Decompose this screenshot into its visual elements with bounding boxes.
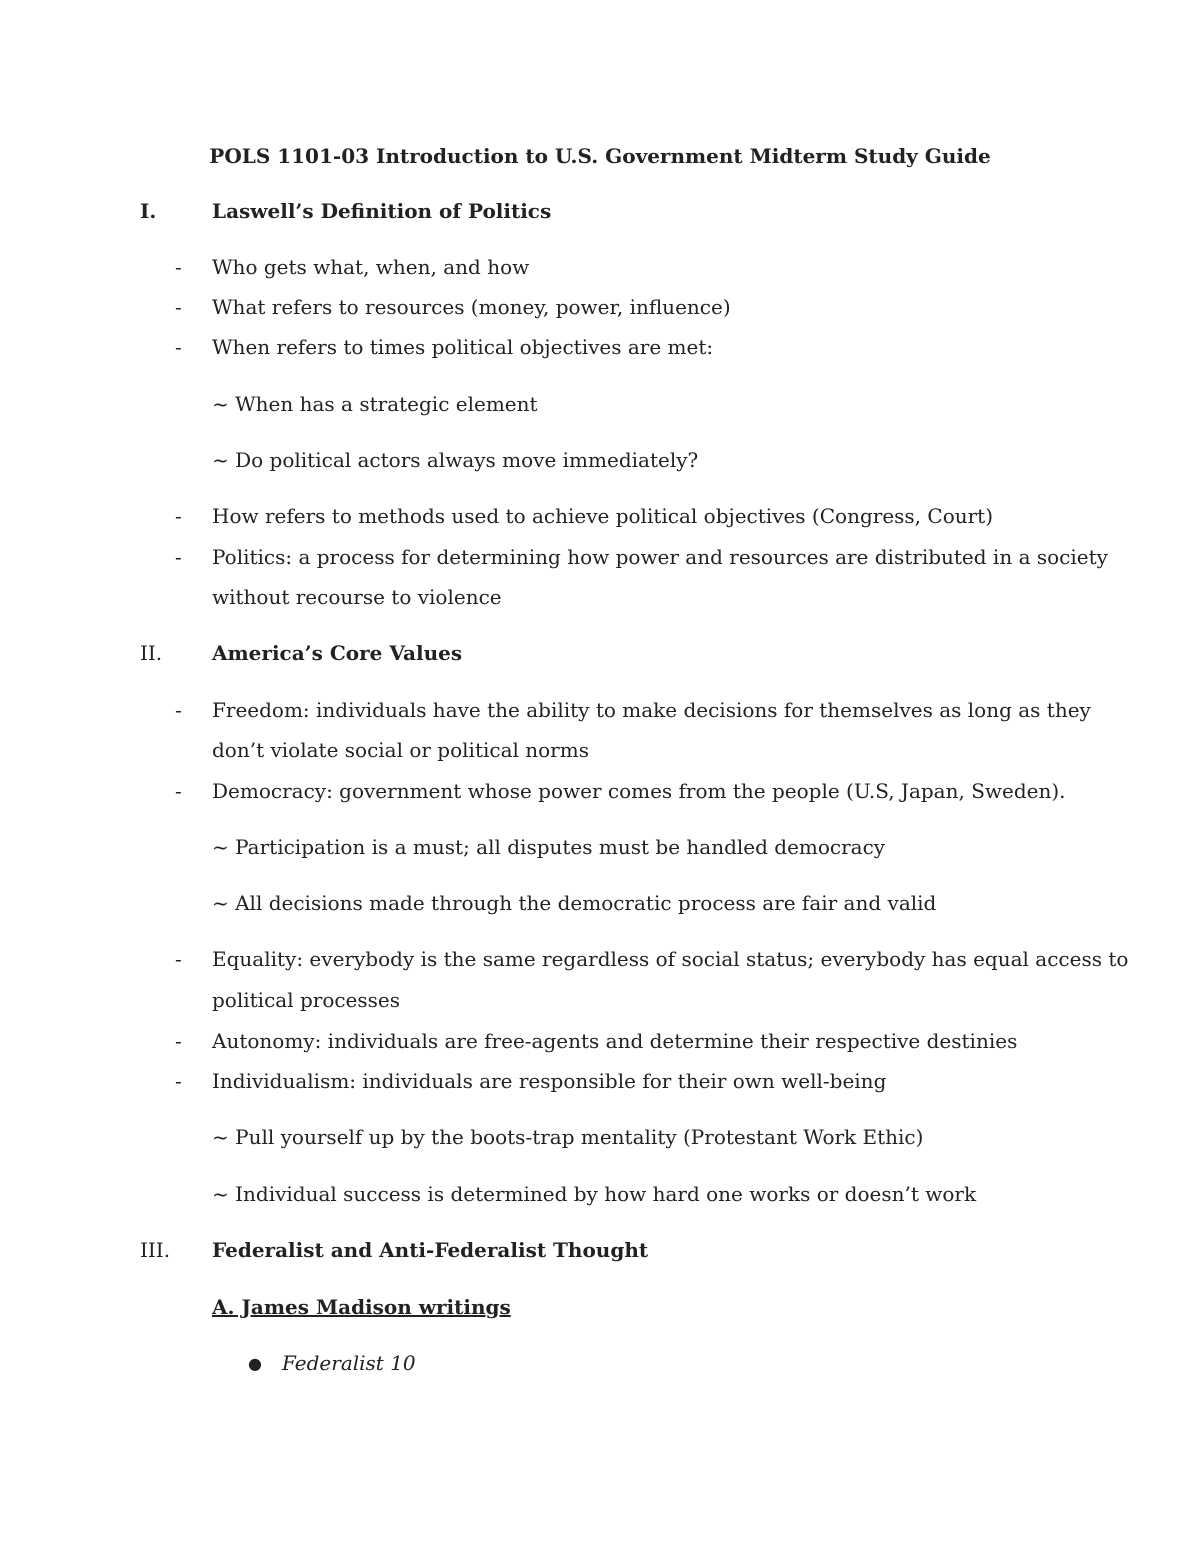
sub-item: ~ Participation is a must; all disputes must be handled democracy	[212, 835, 886, 859]
list-item: When refers to times political objectives are met:	[212, 335, 714, 359]
page-title: POLS 1101-03 Introduction to U.S. Government Midterm Study Guide	[209, 144, 991, 168]
sub-item: ~ Individual success is determined by how hard one works or doesn’t work	[212, 1182, 977, 1206]
list-item: Equality: everybody is the same regardless of social status; everybody has equal access to	[212, 947, 1129, 971]
subsection-heading: A. James Madison writings	[212, 1295, 511, 1319]
section-numeral: II.	[140, 641, 163, 665]
list-dash: -	[175, 1029, 182, 1053]
list-item: Autonomy: individuals are free-agents and determine their respective destinies	[212, 1029, 1018, 1053]
list-item: Individualism: individuals are responsible for their own well-being	[212, 1069, 887, 1093]
list-dash: -	[175, 295, 182, 319]
list-dash: -	[175, 335, 182, 359]
list-dash: -	[175, 698, 182, 722]
sub-item: ~ Do political actors always move immediately?	[212, 448, 699, 472]
sub-item: ~ Pull yourself up by the boots-trap mentality (Protestant Work Ethic)	[212, 1125, 924, 1149]
list-item-continuation: don’t violate social or political norms	[212, 738, 589, 762]
list-dash: -	[175, 947, 182, 971]
section-heading: America’s Core Values	[212, 641, 463, 665]
section-numeral: I.	[140, 199, 157, 223]
list-item: Freedom: individuals have the ability to make decisions for themselves as long as they	[212, 698, 1091, 722]
list-item: Who gets what, when, and how	[212, 255, 530, 279]
list-dash: -	[175, 255, 182, 279]
section-heading: Federalist and Anti-Federalist Thought	[212, 1238, 649, 1262]
list-dash: -	[175, 779, 182, 803]
list-item: What refers to resources (money, power, influence)	[212, 295, 731, 319]
bullet-item: Federalist 10	[282, 1351, 416, 1375]
list-item-continuation: without recourse to violence	[212, 585, 502, 609]
list-item: How refers to methods used to achieve political objectives (Congress, Court)	[212, 504, 994, 528]
sub-item: ~ All decisions made through the democratic process are fair and valid	[212, 891, 937, 915]
sub-item: ~ When has a strategic element	[212, 392, 538, 416]
section-heading: Laswell’s Definition of Politics	[212, 199, 552, 223]
bullet-icon: ●	[248, 1354, 262, 1373]
list-dash: -	[175, 1069, 182, 1093]
list-item-continuation: political processes	[212, 988, 401, 1012]
section-numeral: III.	[140, 1238, 171, 1262]
list-item: Politics: a process for determining how power and resources are distributed in a society	[212, 545, 1108, 569]
list-item: Democracy: government whose power comes from the people (U.S, Japan, Sweden).	[212, 779, 1066, 803]
list-dash: -	[175, 545, 182, 569]
list-dash: -	[175, 504, 182, 528]
